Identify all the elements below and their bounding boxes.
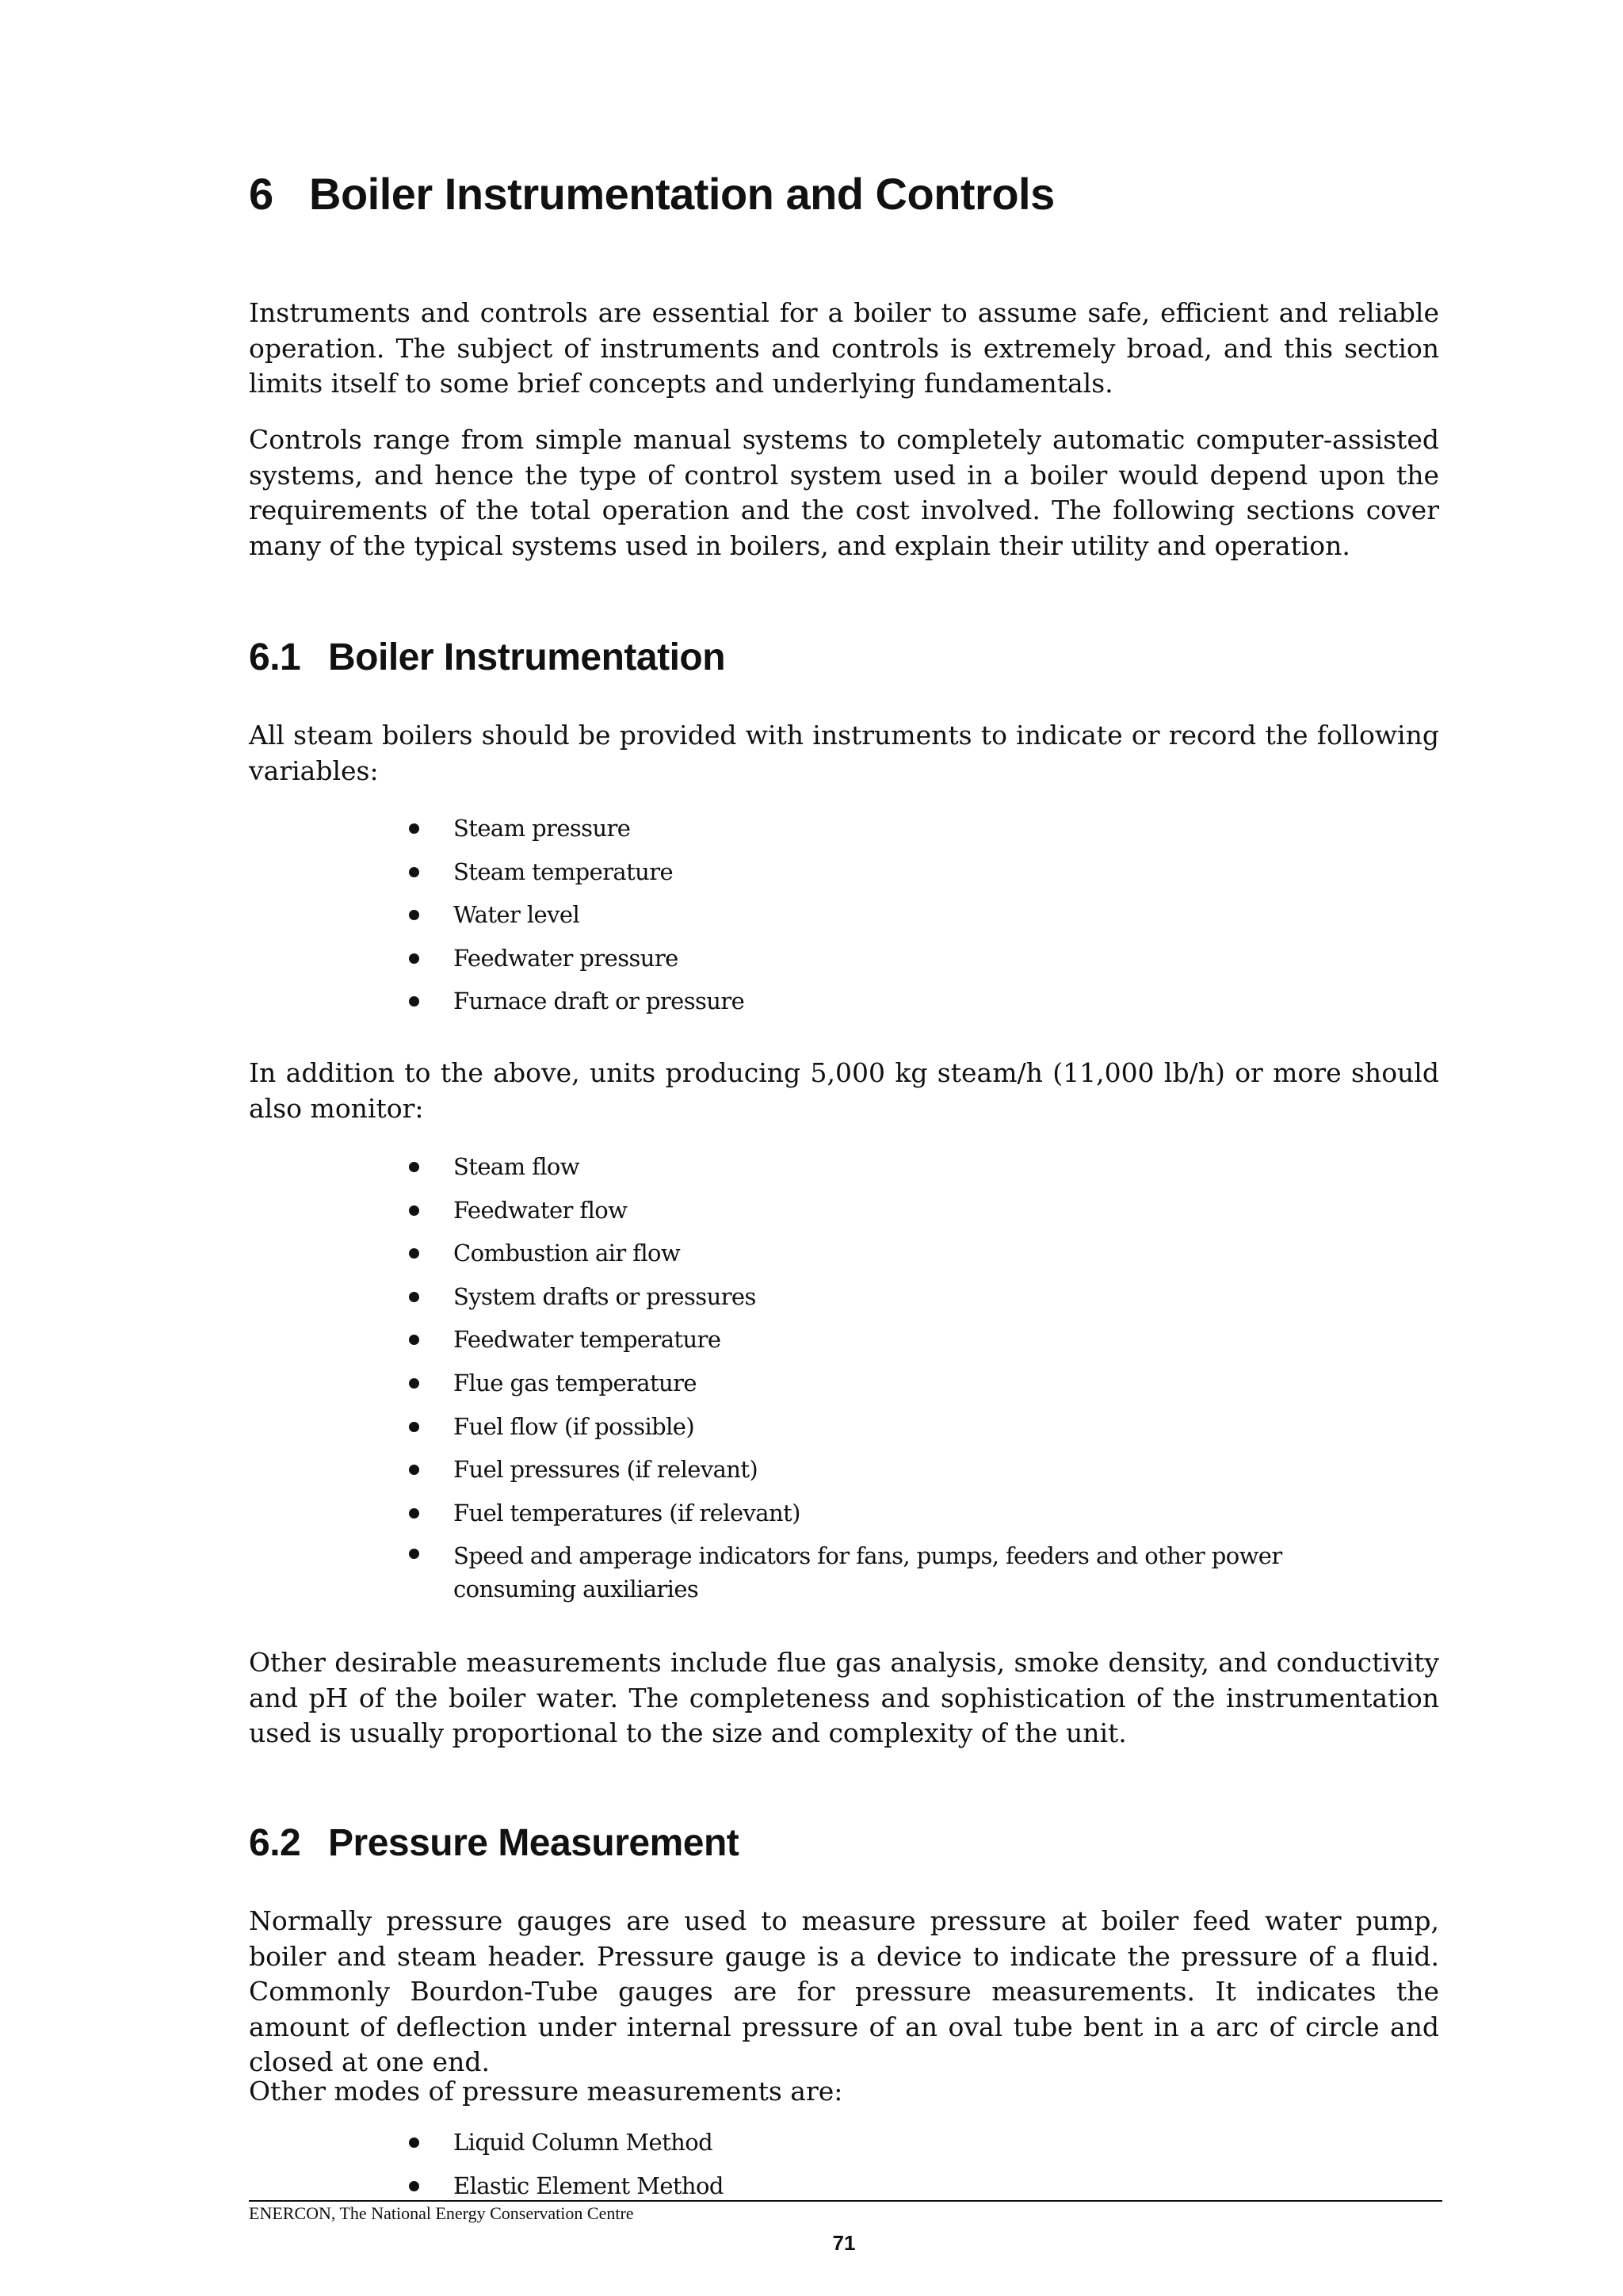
list-item: Speed and amperage indicators for fans, pumps, feeders and other power consuming auxiliaries (249, 1539, 1439, 1606)
footer-divider (249, 2200, 1442, 2202)
list-item: Combustion air flow (249, 1239, 1439, 1282)
list-item: Steam flow (249, 1152, 1439, 1196)
intro-paragraph-2: Controls range from simple manual systems to completely automatic computer-assisted systems, and hence the type of control system used in a boiler would depend upon the requirements of the total operation and the cost involved. The following sections cover many of the typical systems used in boilers, and explain their utility and operation. (249, 424, 1439, 561)
list-item: Fuel temperatures (if relevant) (249, 1499, 1439, 1542)
bullet-icon (409, 1378, 419, 1389)
section-6-1-paragraph-1: All steam boilers should be provided with instruments to indicate or record the following variables: (249, 720, 1439, 786)
bullet-icon (409, 2137, 419, 2148)
chapter-heading (249, 170, 1055, 219)
bullet-icon (409, 1205, 419, 1216)
bullet-icon (409, 823, 419, 834)
list-item: Furnace draft or pressure (249, 987, 1439, 1030)
section-6-1-paragraph-2: In addition to the above, units producing 5,000 kg steam/h (11,000 lb/h) or more should also monitor: (249, 1057, 1439, 1124)
list-item: Fuel flow (if possible) (249, 1412, 1439, 1456)
footer-text: ENERCON, The National Energy Conservation Centre (249, 2203, 634, 2223)
bullet-icon (409, 1422, 419, 1432)
basic-variables-list (249, 814, 1439, 1030)
bullet-icon (409, 1508, 419, 1519)
section-6-2-number: 6.2 (249, 1822, 301, 1864)
document-page (249, 0, 1439, 2296)
list-item: Water level (249, 900, 1439, 944)
list-item: Feedwater flow (249, 1196, 1439, 1240)
list-item: Steam pressure (249, 814, 1439, 858)
list-item: System drafts or pressures (249, 1282, 1439, 1326)
section-6-2-title: Pressure Measurement (328, 1822, 739, 1864)
bullet-icon (409, 867, 419, 877)
bullet-icon (409, 1162, 419, 1172)
section-6-1-number: 6.1 (249, 636, 301, 678)
bullet-icon (409, 1549, 419, 1559)
bullet-icon (409, 996, 419, 1007)
bullet-icon (409, 2181, 419, 2191)
list-item: Fuel pressures (if relevant) (249, 1455, 1439, 1499)
list-item: Elastic Element Method (249, 2172, 1439, 2215)
section-6-2-heading (249, 1823, 739, 1865)
bullet-icon (409, 1465, 419, 1475)
section-6-1-title: Boiler Instrumentation (328, 636, 726, 678)
list-item: Feedwater pressure (249, 944, 1439, 988)
list-item: Feedwater temperature (249, 1325, 1439, 1369)
bullet-icon (409, 953, 419, 964)
list-item: Flue gas temperature (249, 1369, 1439, 1412)
chapter-title: Boiler Instrumentation and Controls (309, 169, 1055, 219)
bullet-icon (409, 1248, 419, 1259)
list-item: Steam temperature (249, 858, 1439, 901)
bullet-icon (409, 910, 419, 920)
section-6-2-paragraph-2: Other modes of pressure measurements are: (249, 2076, 843, 2107)
additional-variables-list (249, 1152, 1439, 1606)
list-item: Liquid Column Method (249, 2128, 1439, 2172)
page-number: 71 (832, 2231, 856, 2255)
bullet-icon (409, 1292, 419, 1302)
intro-paragraph-1: Instruments and controls are essential for a boiler to assume safe, efficient and reliable operation. The subject of instruments and controls is extremely broad, and this section limits itself to some brief concepts and underlying fundamentals. (249, 297, 1439, 399)
chapter-number: 6 (249, 169, 273, 219)
section-6-1-heading (249, 637, 725, 679)
section-6-2-paragraph-1: Normally pressure gauges are used to measure pressure at boiler feed water pump, boiler and steam header. Pressure gauge is a device to indicate the pressure of a fluid. Commonly Bourdon-Tube gauges are for pressure measurements. It indicates the amount of deflection under internal pressure of an oval tube bent in a arc of circle and closed at one end. (249, 1905, 1439, 2077)
section-6-1-paragraph-3: Other desirable measurements include flue gas analysis, smoke density, and conductivity and pH of the boiler water. The completeness and sophistication of the instrumentation used is usually proportional to the size and complexity of the unit. (249, 1647, 1439, 1748)
bullet-icon (409, 1335, 419, 1345)
